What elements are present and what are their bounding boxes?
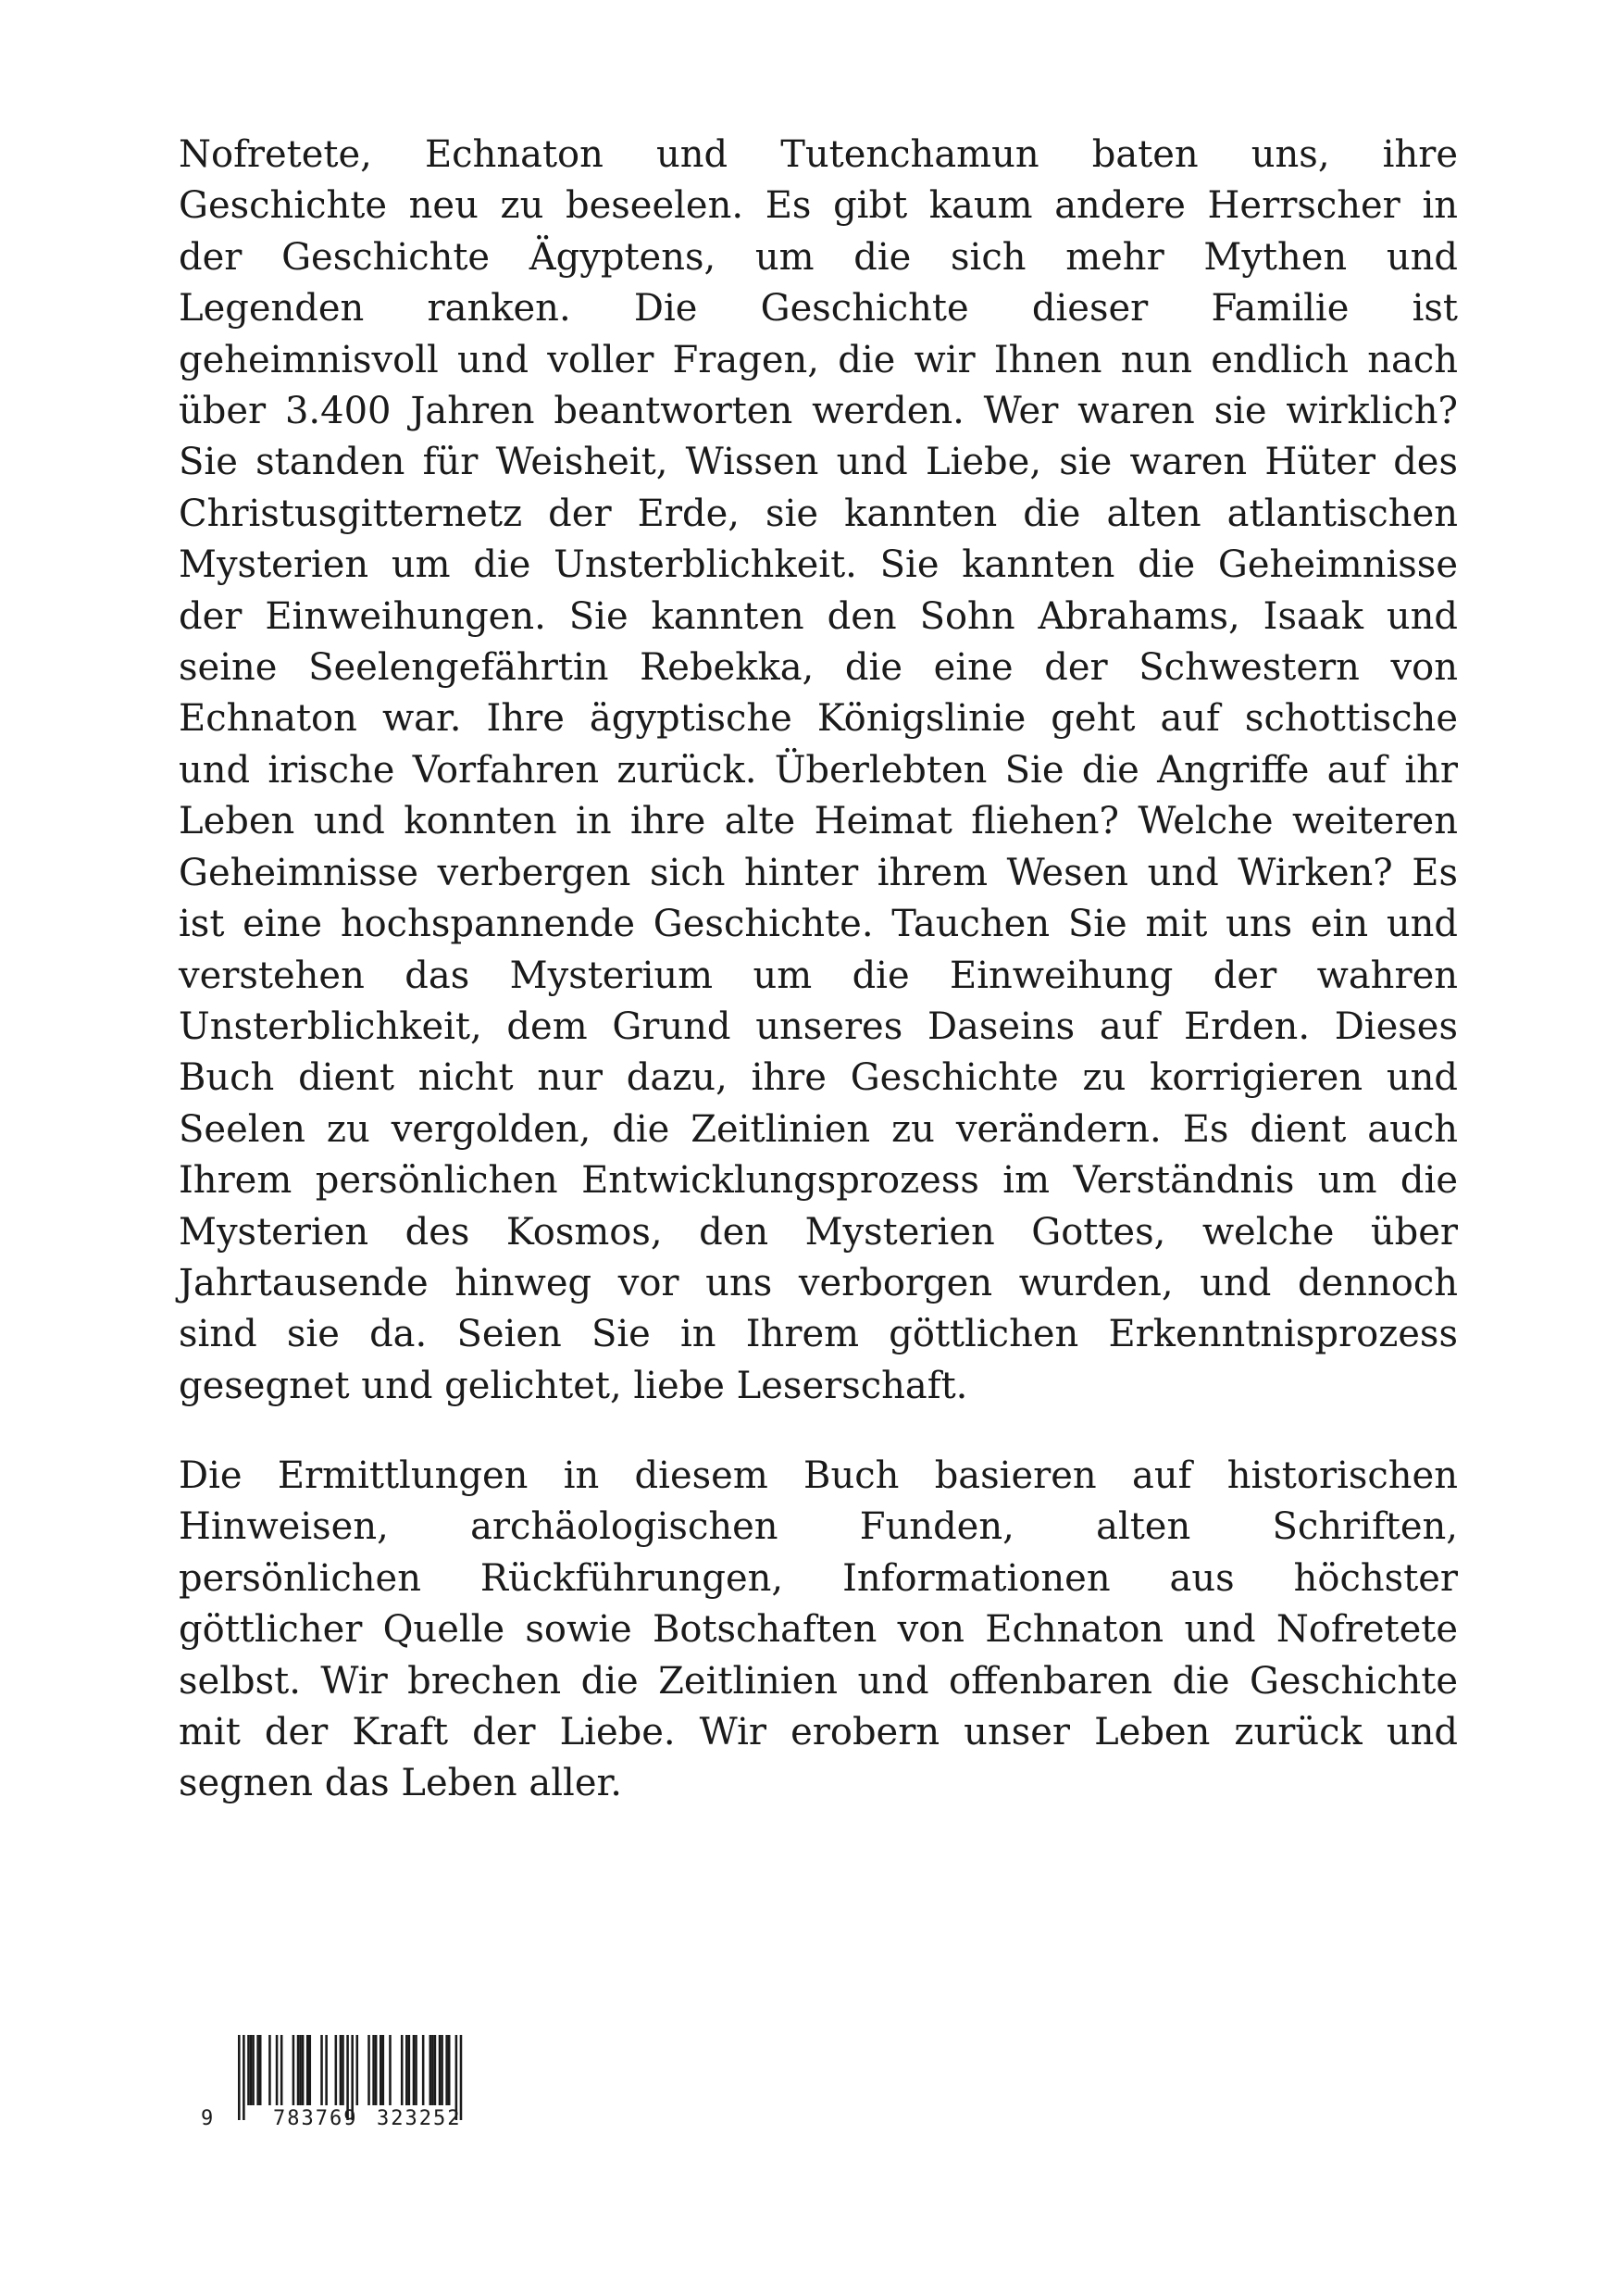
barcode-bar — [431, 2035, 434, 2105]
barcode-first-digit: 9 — [201, 2107, 214, 2130]
text-line: persönlichen Rückführungen, Informationen aus höchster — [179, 1556, 1458, 1600]
text-line: göttlicher Quelle sowie Botschaften von Echnaton und Nofretete — [179, 1608, 1458, 1652]
barcode-bar — [434, 2035, 437, 2105]
barcode-bar — [448, 2035, 451, 2105]
barcode-bar — [356, 2035, 359, 2105]
barcode-bar — [268, 2035, 271, 2105]
isbn-barcode — [201, 2035, 516, 2137]
back-cover-paragraph-2 — [179, 1451, 1458, 1810]
text-line: Geschichte neu zu beseelen. Es gibt kaum andere Herrscher in — [179, 184, 1458, 228]
text-line: Die Ermittlungen in diesem Buch basieren auf historischen — [179, 1454, 1458, 1497]
barcode-bar — [238, 2035, 241, 2120]
barcode-bar — [380, 2035, 382, 2105]
barcode-bar — [250, 2035, 253, 2105]
barcode-bar — [302, 2035, 305, 2105]
barcode-bar — [309, 2035, 312, 2105]
back-cover-paragraph-1 — [179, 130, 1458, 1412]
text-line: Hinweisen, archäologischen Funden, alten Schriften, — [179, 1505, 1458, 1549]
barcode-bar — [340, 2035, 342, 2105]
barcode-bar — [445, 2035, 448, 2105]
barcode-bar — [252, 2035, 255, 2105]
barcode-bar — [247, 2035, 250, 2105]
barcode-right-group: 323252 — [377, 2107, 462, 2130]
text-line: verstehen das Mysterium um die Einweihung der wahren — [179, 954, 1458, 997]
barcode-bar — [320, 2035, 323, 2105]
barcode-bar — [297, 2035, 300, 2105]
barcode-bar — [306, 2035, 309, 2105]
barcode-bar — [382, 2035, 385, 2105]
text-line: Unsterblichkeit, dem Grund unseres Daseins auf Erden. Dieses — [179, 1004, 1458, 1048]
text-line: Leben und konnten in ihre alte Heimat fliehen? Welche weiteren — [179, 800, 1458, 843]
text-line: Jahrtausende hinweg vor uns verborgen wurden, und dennoch — [179, 1261, 1458, 1304]
barcode-bar — [276, 2035, 279, 2105]
barcode-bar — [401, 2035, 404, 2105]
text-line: segnen das Leben aller. — [179, 1762, 622, 1805]
text-line: Seelen zu vergolden, die Zeitlinien zu verändern. Es dient auch — [179, 1107, 1458, 1151]
barcode-bar — [415, 2035, 417, 2105]
text-line: sind sie da. Seien Sie in Ihrem göttlichen Erkenntnisprozess — [179, 1313, 1458, 1356]
barcode-bar — [405, 2035, 408, 2105]
barcode-bar — [372, 2035, 375, 2105]
text-line: der Geschichte Ägyptens, um die sich mehr Mythen und — [179, 235, 1458, 279]
text-line: der Einweihungen. Sie kannten den Sohn Abrahams, Isaak und — [179, 594, 1458, 638]
barcode-bar — [408, 2035, 411, 2105]
text-line: mit der Kraft der Liebe. Wir erobern unser Leben zurück und — [179, 1711, 1458, 1754]
text-line: geheimnisvoll und voller Fragen, die wir Ihnen nun endlich nach — [179, 338, 1458, 381]
barcode-bar — [342, 2035, 344, 2105]
barcode-bar — [375, 2035, 378, 2105]
barcode-left-group: 783769 — [273, 2107, 358, 2130]
barcode-bar — [292, 2035, 295, 2105]
text-line: Sie standen für Weisheit, Wissen und Liebe, sie waren Hüter des — [179, 441, 1458, 484]
barcode-bar — [429, 2035, 432, 2105]
text-line: Buch dient nicht nur dazu, ihre Geschichte zu korrigieren und — [179, 1056, 1458, 1100]
text-line: über 3.400 Jahren beantworten werden. Wer waren sie wirklich? — [179, 390, 1458, 433]
barcode-bar — [422, 2035, 425, 2105]
text-line: Echnaton war. Ihre ägyptische Königslinie geht auf schottische — [179, 697, 1458, 741]
barcode-bar — [441, 2035, 443, 2105]
text-line: Mysterien um die Unsterblichkeit. Sie kannten die Geheimnisse — [179, 543, 1458, 587]
barcode-bar — [439, 2035, 442, 2105]
text-line: Nofretete, Echnaton und Tutenchamun baten uns, ihre — [179, 133, 1458, 176]
text-line: Ihrem persönlichen Entwicklungsprozess im Verständnis um die — [179, 1159, 1458, 1203]
barcode-bar — [367, 2035, 370, 2105]
barcode-bar — [243, 2035, 245, 2120]
text-line: und irische Vorfahren zurück. Überlebten Sie die Angriffe auf ihr — [179, 748, 1458, 792]
barcode-bar — [299, 2035, 302, 2105]
text-line: gesegnet und gelichtet, liebe Leserschaft. — [179, 1364, 968, 1407]
barcode-bar — [259, 2035, 262, 2105]
text-line: Legenden ranken. Die Geschichte dieser Familie ist — [179, 287, 1458, 331]
barcode-bar — [256, 2035, 259, 2105]
text-line: selbst. Wir brechen die Zeitlinien und offenbaren die Geschichte — [179, 1659, 1458, 1703]
text-line: Geheimnisse verbergen sich hinter ihrem Wesen und Wirken? Es — [179, 851, 1458, 894]
text-line: ist eine hochspannende Geschichte. Tauchen Sie mit uns ein und — [179, 903, 1458, 946]
text-line: Christusgitternetz der Erde, sie kannten die alten atlantischen — [179, 492, 1458, 535]
barcode-bar — [389, 2035, 392, 2105]
text-line: Mysterien des Kosmos, den Mysterien Gottes, welche über — [179, 1210, 1458, 1254]
barcode-bar — [325, 2035, 328, 2105]
barcode-bar — [280, 2035, 283, 2105]
barcode-bar — [335, 2035, 338, 2105]
barcode-bar — [413, 2035, 416, 2105]
text-line: seine Seelengefährtin Rebekka, die eine der Schwestern von — [179, 646, 1458, 690]
